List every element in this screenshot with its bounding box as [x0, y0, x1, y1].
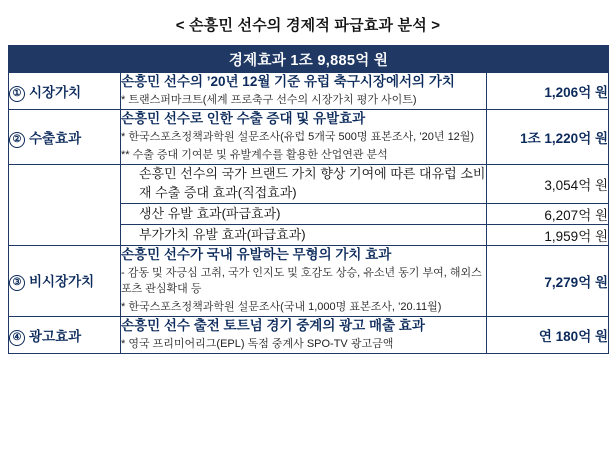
category-label-2: 수출효과 [29, 130, 82, 146]
table-row [9, 316, 609, 353]
sub-amount-2c: 1,959억 원 [487, 224, 609, 245]
description-cell-3 [121, 245, 487, 316]
description-sub-1: * 트랜스퍼마크트(세계 프로축구 선수의 시장가치 평가 사이트) [121, 94, 417, 107]
description-sub-2a: * 한국스포츠정책과학원 설문조사(유럽 5개국 500명 표본조사, ’20년 12월) [121, 131, 475, 144]
table-subrow [9, 165, 609, 204]
amount-4: 연 180억 원 [487, 316, 609, 353]
amount-2: 1조 1,220억 원 [487, 110, 609, 165]
category-label-4: 광고효과 [29, 328, 82, 344]
table-row [9, 73, 609, 110]
amount-1: 1,206억 원 [487, 73, 609, 110]
sub-description-text-2c: 부가가치 유발 효과(파급효과) [139, 226, 306, 242]
description-head-4: 손흥민 선수 출전 토트넘 경기 중계의 광고 매출 효과 [121, 317, 425, 333]
sub-description-text-2a: 손흥민 선수의 국가 브랜드 가치 향상 기여에 따른 대유럽 소비재 수출 증대 효과(직접효과) [139, 166, 486, 201]
description-cell-1 [121, 73, 487, 110]
sub-amount-2b: 6,207억 원 [487, 203, 609, 224]
category-spacer-2a [9, 165, 121, 204]
banner-total: 경제효과 1조 9,885억 원 [9, 46, 609, 73]
sub-description-cell-2c [121, 224, 487, 245]
category-market-value [9, 73, 121, 110]
sub-amount-2a: 3,054억 원 [487, 165, 609, 204]
sub-description-text-2b: 생산 유발 효과(파급효과) [139, 205, 281, 221]
description-sub-4: * 영국 프리미어리그(EPL) 독점 중계사 SPO-TV 광고금액 [121, 338, 394, 351]
sub-description-cell-2b [121, 203, 487, 224]
row-number-1: ① [9, 86, 25, 102]
category-non-market-value [9, 245, 121, 316]
description-cell-4 [121, 316, 487, 353]
description-head-1: 손흥민 선수의 ’20년 12월 기준 유럽 축구시장에서의 가치 [121, 74, 455, 89]
economic-impact-table [8, 45, 609, 354]
category-ad-effect [9, 316, 121, 353]
description-sub-3b: * 한국스포츠정책과학원 설문조사(국내 1,000명 표본조사, ’20.11월) [121, 301, 442, 314]
row-number-2: ② [9, 132, 25, 148]
description-sub-2b: ** 수출 증대 기여분 및 유발계수를 활용한 산업연관 분석 [121, 149, 388, 162]
table-row [9, 245, 609, 316]
table-subrow [9, 203, 609, 224]
description-cell-2 [121, 110, 487, 165]
category-export-effect [9, 110, 121, 165]
description-head-2: 손흥민 선수로 인한 수출 증대 및 유발효과 [121, 111, 366, 127]
description-head-3: 손흥민 선수가 국내 유발하는 무형의 가치 효과 [121, 246, 392, 262]
category-label-1: 시장가치 [29, 84, 82, 100]
table-subrow [9, 224, 609, 245]
category-label-3: 비시장가치 [29, 274, 95, 290]
row-number-3: ③ [9, 275, 25, 291]
category-spacer-2c [9, 224, 121, 245]
row-number-4: ④ [9, 330, 25, 346]
page-title: < 손흥민 선수의 경제적 파급효과 분석 > [175, 17, 441, 34]
table-banner-row [9, 46, 609, 73]
description-sub-3a: - 감동 및 자긍심 고취, 국가 인지도 및 호감도 상승, 유소년 동기 부여, 해외스포츠 관심확대 등 [121, 267, 482, 296]
amount-3: 7,279억 원 [487, 245, 609, 316]
sub-description-cell-2a [121, 165, 487, 204]
category-spacer-2b [9, 203, 121, 224]
table-row [9, 110, 609, 165]
